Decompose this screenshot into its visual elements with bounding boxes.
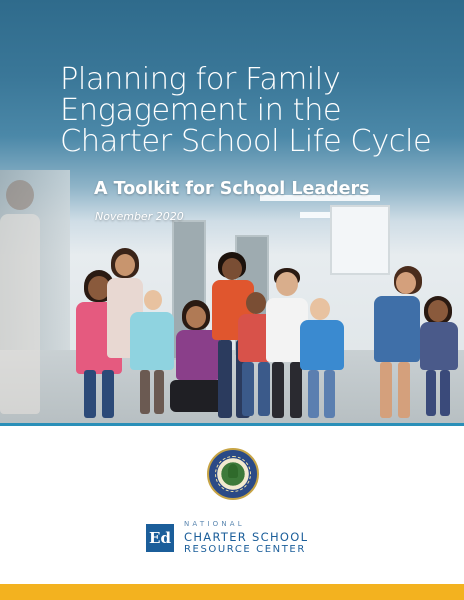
tree-icon xyxy=(228,464,238,478)
org-name-line3: RESOURCE CENTER xyxy=(184,544,306,555)
main-title-line: Charter School Life Cycle xyxy=(60,124,432,159)
blurred-figure xyxy=(0,180,40,425)
ncsrc-logo xyxy=(146,520,346,560)
main-title-line: Planning for Family xyxy=(60,62,341,97)
publication-date: November 2020 xyxy=(95,210,184,223)
org-name-line2: CHARTER SCHOOL xyxy=(184,530,309,544)
department-of-education-seal-icon xyxy=(207,448,259,500)
ed-logo-icon: Ed xyxy=(146,524,174,552)
child-figure xyxy=(298,298,346,420)
title-block xyxy=(60,64,450,157)
subtitle: A Toolkit for School Leaders xyxy=(94,179,370,199)
child-figure xyxy=(418,296,460,420)
hallway-window xyxy=(330,205,390,275)
divider-line xyxy=(0,423,464,426)
footer-bar xyxy=(0,584,464,600)
org-name-line1: NATIONAL xyxy=(184,520,245,528)
main-title-line: Engagement in the xyxy=(60,93,342,128)
